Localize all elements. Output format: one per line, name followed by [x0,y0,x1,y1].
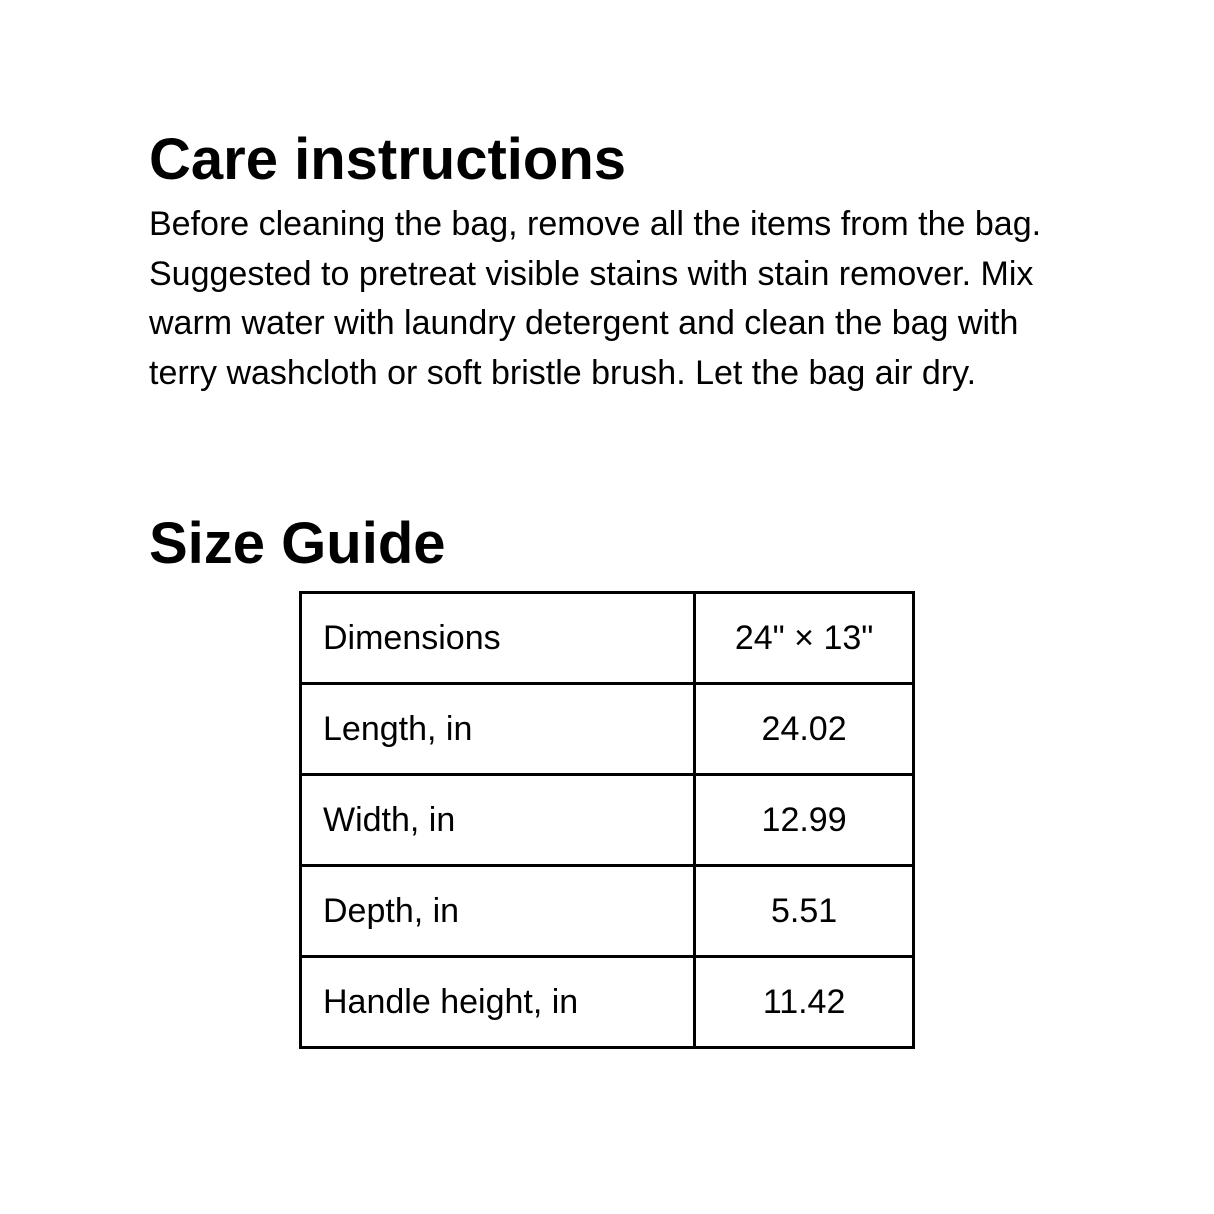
row-label: Depth, in [301,866,695,957]
row-label: Handle height, in [301,957,695,1048]
table-row [301,957,914,1048]
table-row [301,593,914,684]
table-row [301,684,914,775]
row-value: 24.02 [695,684,914,775]
size-guide-heading: Size Guide [149,511,446,576]
row-label: Width, in [301,775,695,866]
care-instructions-text: Before cleaning the bag, remove all the items from the bag. Suggested to pretreat visible stains with stain remover. Mix warm water with laundry detergent and clean the bag with terry washcloth or soft bristle brush. Let the bag air dry. [149,205,1042,392]
row-value: 5.51 [695,866,914,957]
table-row [301,775,914,866]
row-value: 12.99 [695,775,914,866]
care-instructions-heading: Care instructions [149,127,626,192]
row-label: Dimensions [301,593,695,684]
table-row [301,866,914,957]
size-guide-table [299,591,915,1049]
row-value: 11.42 [695,957,914,1048]
row-value: 24" × 13" [695,593,914,684]
row-label: Length, in [301,684,695,775]
